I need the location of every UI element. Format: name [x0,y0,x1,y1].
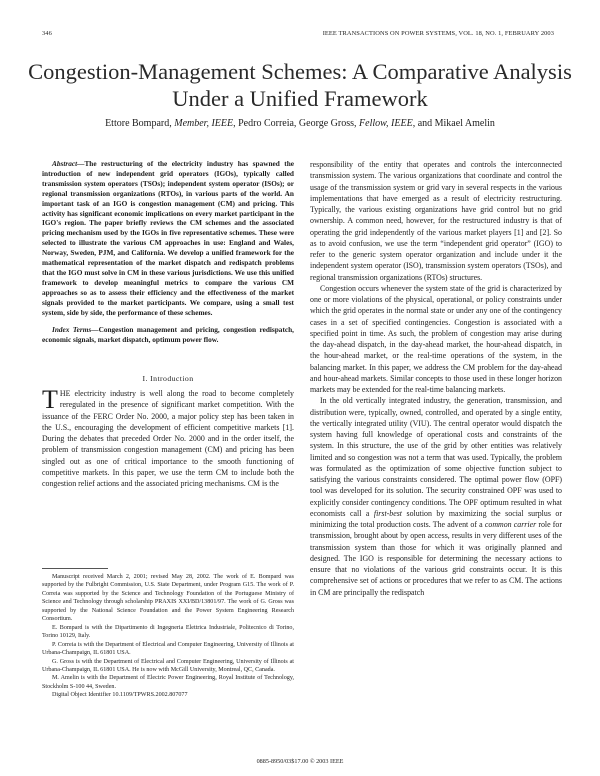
index-terms-text: Congestion management and pricing, congestion redispatch, economic signals, market dispatch, optimum power flow. [42,325,294,344]
emphasis-first-best: first-best [373,508,402,518]
author-1: Ettore Bompard, [105,118,172,129]
paragraph-text: In the old vertically integrated industry, the generation, transmission, and distribution were, typically, owned, controlled, and operated by a single entity, the vertically integrated utility (VIU). The central operator would dispatch the system having full knowledge of operational costs and constraints of the system. In this structure, the use of the grid by other entities was relatively limited and so congestion was not a term that was used. Typically, the problem was formulated as the optimization of some objective function subject to satisfying the various constraints considered. The optimal power flow (OPF) tool was developed for its solution. The security constrained OPF was used to explicitly consider contingency conditions. The OPF optimum resulted in what economists call a [310,396,562,518]
footnote: M. Amelin is with the Department of Electric Power Engineering, Royal Institute of Technology, Stockholm S-100 44, Sweden. [42,675,294,690]
drop-cap: T [42,385,58,414]
paragraph: responsibility of the entity that operates and controls the interconnected transmission system. The various organizations that coordinate and control the usage of the transmission system or grid vary in several respects in the various implementations that have emerged as a result of electricity restructuring. Typically, the various existing organizations have grid control but no grid ownership. A common need, however, for the restructured industry is that of operating the grid independently of the various market players [1] and [2]. So as to avoid confusion, we use the term “independent grid operator” (IGO) to refer to the generic system operator organization and include under it the independent system operator (ISO), transmission system operators (TSOs), and regional transmission organizations (RTOs) structures. [310,160,562,282]
author-2-3: , Pedro Correia, George Gross, [233,118,357,129]
footnotes [42,573,294,700]
index-terms-lead: Index Terms— [52,325,99,334]
paragraph-text: solution by maximizing the social surplus or minimizing the total production costs. The advent of a [310,508,562,529]
author-3-role: Fellow, IEEE [359,118,413,129]
paragraph [310,395,562,598]
footnote: G. Gross is with the Department of Electrical and Computer Engineering, University of Illinois at Urbana-Champaign, IL 61801 USA. He is now with McGill University, Montreal, QC, Canada. [42,658,294,673]
footnote: E. Bompard is with the Dipartimento di Ingegneria Elettrica Industriale, Politecnico di Torino, Torino 10129, Italy. [42,624,294,640]
right-column [310,159,562,598]
index-terms [42,325,294,345]
abstract-lead: Abstract— [52,159,85,168]
intro-text: HE electricity industry is well along the road to become completely reregulated in the presence of significant market competition. With the issuance of the FERC Order No. 2000, a major policy step has been taken in the U.S., encouraging the development of efficient competitive markets [1]. During the debates that preceded Order No. 2000 and in the order itself, the problem of transmission congestion management (CM) and pricing has been singled out as one of critical importance to the smooth functioning of competitive markets. In this paper, we use the term CM to include both the congestion relief actions and the associated pricing mechanisms. CM is the [42,389,294,488]
emphasis-common-carrier: common carrier [484,520,537,529]
footnote: P. Correia is with the Department of Electrical and Computer Engineering, University of Illinois at Urbana-Champaign, IL 61801 USA. [42,641,294,657]
abstract [42,159,294,318]
author-1-role: Member, IEEE [174,118,234,129]
footnote: Manuscript received March 2, 2001; revised May 28, 2002. The work of E. Bompard was supported by the Fulbright Commission, U.S. State Department, under Program G15. The work of P. Correia was supported by the Science and Technology Foundation of the Portuguese Ministry of Science and Technology through scholarship PRAXIS XXI/BD/13801/97. The work of G. Gross was supported by the National Science Foundation and the Power System Engineering Research Consortium. [42,574,294,623]
author-line [0,118,600,129]
copyright-footer: 0885-8950/03$17.00 © 2003 IEEE [256,758,344,765]
page-number: 346 [42,30,52,37]
section-heading: I. Introduction [142,374,194,383]
author-4: , and Mikael Amelin [412,118,495,129]
abstract-text: The restructuring of the electricity industry has spawned the introduction of new independent grid operators (IGOs), typically called transmission system operators (TSOs); independent system operator (ISOs); or regional transmission organizations (RTOs), in various parts of the world. An important task of an IGO is congestion management (CM) and pricing. This activity has significant economic implications on every market participant in the IGO's region. The paper briefly reviews the CM schemes and the associated pricing mechanism used by the IGOs in five representative schemes. These were selected to illustrate the various CM approaches in use: England and Wales, Norway, Sweden, PJM, and California. We develop a unified framework for the mathematical representation of the market dispatch and redispatch problems that the IGO must solve in CM in these various jurisdictions. We use this unified framework to develop meaningful metrics to compare the various CM approaches so as to assess their efficiency and the effectiveness of the market signals provided to the market participants. We compare, using a small test system, side by side, the performance of these schemes. [42,159,294,317]
introduction-body [42,385,294,489]
paragraph-text: role for transmission, brought about by open access, results in very different uses of the transmission system than those for which it was originally planned and designed. The IGO is responsible for determining the necessary actions to ensure that no violations of the various grid constraints occur. It is this comprehensive set of actions or procedures that we refer to as CM. The actions in CM are principally the redispatch [310,520,562,597]
paper-title: Congestion-Management Schemes: A Comparative Analysis Under a Unified Framework [28,59,572,111]
paragraph: Congestion occurs whenever the system state of the grid is characterized by one or more violations of the physical, operational, or policy constraints under which the grid operates in the normal state or under any one of the contingency cases in a set of specified contingencies. Congestion is associated with a specified point in time. As such, the problem of congestion may arise during the day-ahead dispatch, in the day-ahead market, the hour-ahead dispatch, in the hour-ahead market, or the real-time operations of the system, in the balancing market. In this paper, we address the CM problem for the day-ahead and hour-ahead markets. Similar concepts to those used in these longer horizon markets may be extended for the real-time balancing markets. [310,283,562,394]
footnote: Digital Object Identifier 10.1109/TPWRS.2002.807077 [52,692,188,699]
journal-header: IEEE TRANSACTIONS ON POWER SYSTEMS, VOL. 18, NO. 1, FEBRUARY 2003 [322,30,554,37]
footnote-rule [42,568,108,569]
